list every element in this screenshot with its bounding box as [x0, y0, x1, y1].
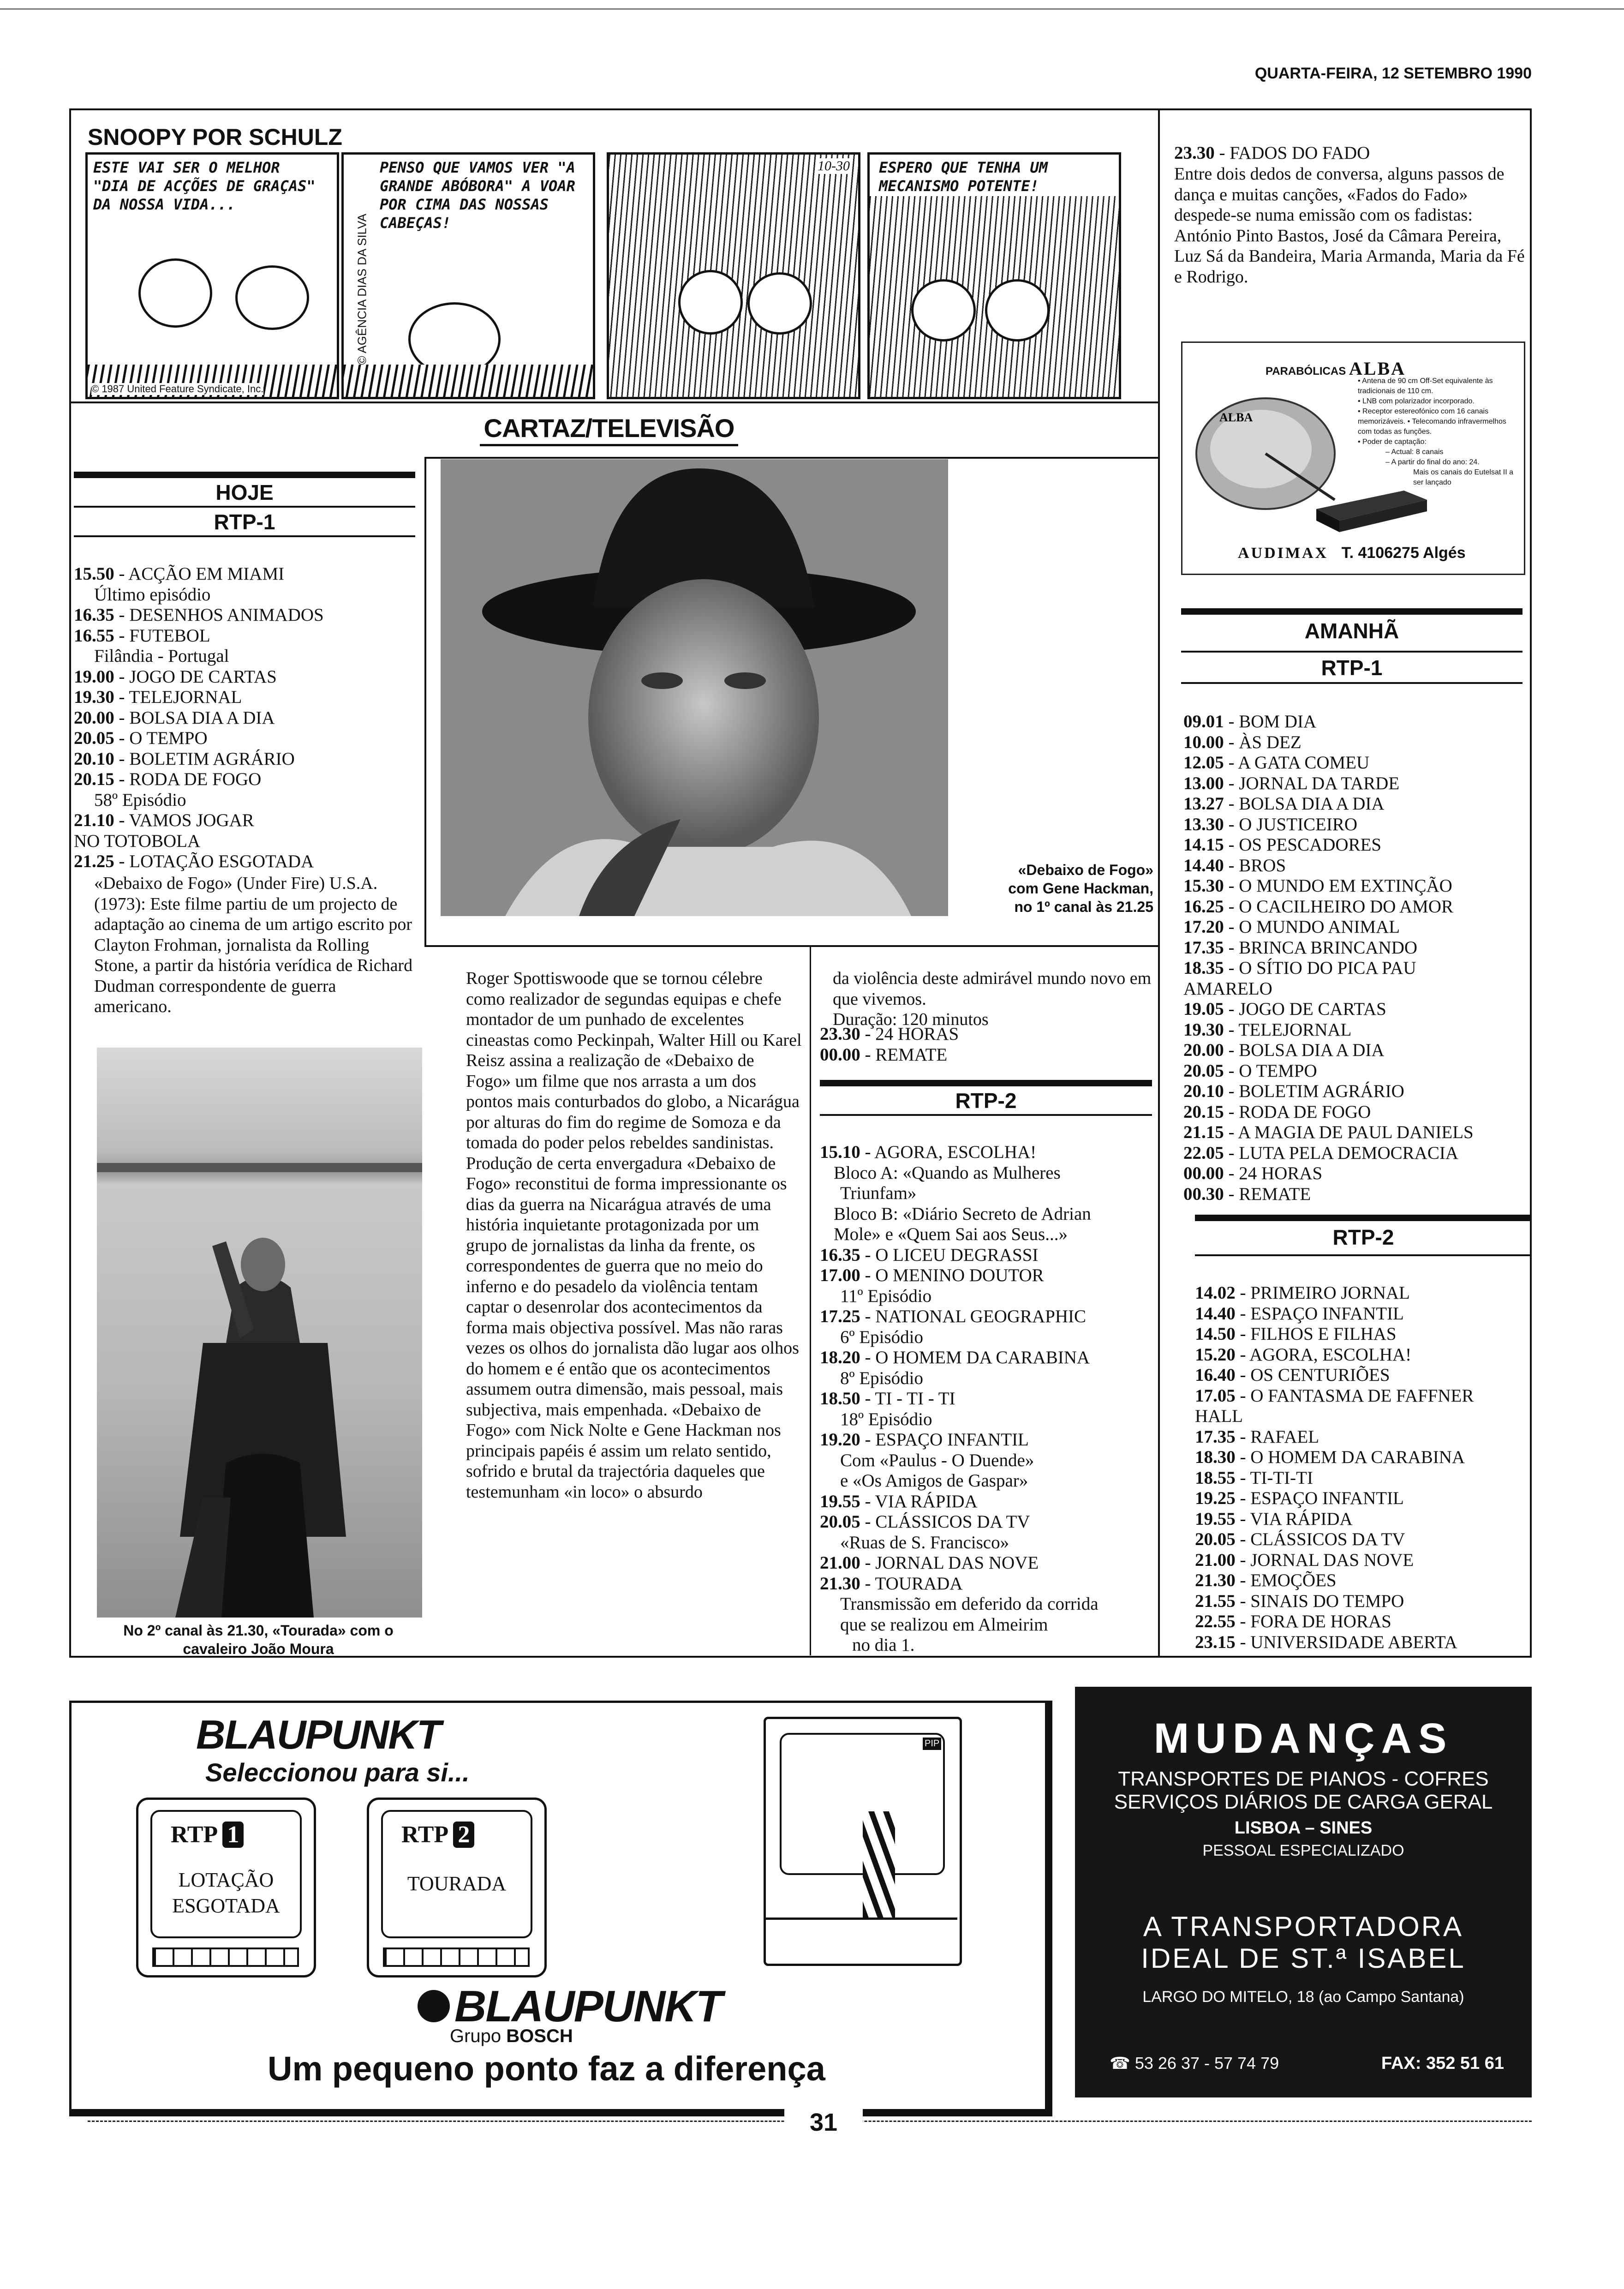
- list-item-detail: no dia 1.: [852, 1635, 915, 1655]
- mudancas-name2: IDEAL DE ST.ª ISABEL: [1141, 1943, 1466, 1974]
- comic-panel-3: [607, 152, 860, 399]
- mudancas-line4: PESSOAL ESPECIALIZADO: [1202, 1842, 1404, 1859]
- comic-linus-head-3: [747, 272, 812, 335]
- list-item: 18.55 - TI-TI-TI: [1195, 1468, 1313, 1488]
- comic-panel-2: [341, 152, 595, 399]
- list-item: 17.25 - NATIONAL GEOGRAPHIC: [820, 1306, 1087, 1326]
- alba-feature: • LNB com polarizador incorporado.: [1358, 397, 1475, 405]
- comic-panel-1: [85, 152, 339, 399]
- alba-feature: • Antena de 90 cm Off-Set equivalente às tradicionais de 110 cm.: [1358, 377, 1493, 395]
- caption-line: «Debaixo de Fogo»: [1018, 862, 1153, 878]
- rtp-logo-number: 1: [222, 1822, 244, 1848]
- list-item-detail: Mole» e «Quem Sai aos Seus...»: [834, 1224, 1068, 1244]
- alba-footer: [1238, 544, 1466, 562]
- rtp-logo-text: RTP: [401, 1822, 448, 1848]
- list-item-detail: Bloco A: «Quando as Mulheres: [834, 1162, 1061, 1183]
- alba-ad: [1181, 342, 1525, 575]
- program-line: LOTAÇÃO: [178, 1869, 274, 1891]
- list-item: 21.00 - JORNAL DAS NOVE: [820, 1553, 1039, 1573]
- page-date: QUARTA-FEIRA, 12 SETEMBRO 1990: [1254, 65, 1532, 82]
- center-rule: [424, 945, 1158, 947]
- mudancas-ad: [1075, 1687, 1532, 2097]
- list-item: 16.55 - FUTEBOL: [74, 625, 210, 646]
- alba-feature: • Poder de captação:: [1358, 438, 1427, 446]
- list-item: 00.30 - REMATE: [1183, 1184, 1311, 1204]
- list-item: 20.05 - O TEMPO: [74, 728, 208, 748]
- list-item-detail: Último episódio: [94, 584, 211, 605]
- list-item: 21.25 - LOTAÇÃO ESGOTADA: [74, 851, 314, 871]
- list-item: 16.40 - OS CENTURIÕES: [1195, 1365, 1390, 1385]
- list-item-detail: 11º Episódio: [840, 1286, 932, 1306]
- tv-pip-label: PIP: [923, 1738, 941, 1750]
- receiver-icon: [1312, 481, 1432, 537]
- list-item: 20.05 - CLÁSSICOS DA TV: [820, 1512, 1030, 1532]
- list-item: 10.00 - ÀS DEZ: [1183, 732, 1302, 752]
- tv-rtp2-screen: [381, 1810, 532, 1938]
- list-item: 22.55 - FORA DE HORAS: [1195, 1612, 1391, 1631]
- frame-top: [69, 108, 1532, 110]
- alba-phone: T. 4106275 Algés: [1341, 544, 1466, 562]
- blaupunkt-dot-icon: [418, 1990, 450, 2022]
- today-rtp2-rule-2: [820, 1114, 1152, 1116]
- alba-features: [1358, 376, 1519, 488]
- section-title-underline: [480, 444, 738, 446]
- tv-rtp1: [136, 1798, 316, 1977]
- today-rule: [74, 472, 415, 478]
- list-item: 18.30 - O HOMEM DA CARABINA: [1195, 1447, 1465, 1467]
- list-item: 16.25 - O CACILHEIRO DO AMOR: [1183, 896, 1454, 917]
- tomorrow-rtp2-heading: RTP-2: [1332, 1225, 1394, 1249]
- joao-moura-caption: [92, 1621, 424, 1658]
- list-item-detail: Transmissão em deferido da corrida: [840, 1594, 1099, 1614]
- list-item-detail: e «Os Amigos de Gaspar»: [840, 1471, 1028, 1491]
- list-item: 19.00 - JOGO DE CARTAS: [74, 666, 277, 687]
- comic-agency: © AGÊNCIA DIAS DA SILVA: [355, 214, 369, 365]
- frame-left: [69, 108, 71, 1657]
- list-item: 21.15 - A MAGIA DE PAUL DANIELS: [1183, 1122, 1474, 1142]
- list-item: 22.05 - LUTA PELA DEMOCRACIA: [1183, 1143, 1458, 1163]
- alba-dish-text: ALBA: [1219, 411, 1253, 424]
- caption-line: No 2º canal às 21.30, «Tourada» com o: [123, 1622, 394, 1639]
- list-item: 23.15 - UNIVERSIDADE ABERTA: [1195, 1632, 1457, 1652]
- tomorrow-rtp2-rule-2: [1195, 1254, 1532, 1256]
- frame-divider-right: [1158, 108, 1160, 1657]
- list-item: 23.30 - FADOS DO FADO: [1174, 143, 1370, 163]
- tv-rtp1-screen: [150, 1810, 302, 1938]
- film-intro: «Debaixo de Fogo» (Under Fire) U.S.A. (1973): Este filme partiu de um projecto de adaptação ao cinema de um artigo escrito por Clayton Frohman, jornalista da Rolling Stone, a partir da história verídica de Richard Dudman correspondente de guerra americano.: [94, 874, 413, 1016]
- list-item: 21.55 - SINAIS DO TEMPO: [1195, 1591, 1404, 1611]
- alba-feature: Mais os canais do Eutelsat II a ser lançado: [1413, 468, 1513, 486]
- list-item: 18.20 - O HOMEM DA CARABINA: [820, 1348, 1090, 1367]
- alba-label-text: PARABÓLICAS: [1266, 365, 1346, 378]
- list-item: 21.00 - JORNAL DAS NOVE: [1195, 1550, 1414, 1570]
- joao-moura-photo: [97, 1048, 422, 1618]
- tv-rtp2-logo: [401, 1821, 474, 1848]
- blaupunkt-tagline: Seleccionou para si...: [205, 1758, 470, 1787]
- list-item: 09.01 - BOM DIA: [1183, 712, 1317, 731]
- blaupunkt-slogan: Um pequeno ponto faz a diferença: [268, 2049, 825, 2088]
- comic-panel-4-speech: ESPERO QUE TENHA UM MECANISMO POTENTE!: [879, 158, 1110, 195]
- mudancas-address: LARGO DO MITELO, 18 (ao Campo Santana): [1142, 1988, 1464, 2006]
- list-item: 15.50 - ACÇÃO EM MIAMI: [74, 564, 285, 584]
- today-rtp1-heading: RTP-1: [214, 510, 275, 534]
- list-item: 17.00 - O MENINO DOUTOR: [820, 1265, 1044, 1285]
- list-item: 20.00 - BOLSA DIA A DIA: [1183, 1040, 1385, 1060]
- fados-description: Entre dois dedos de conversa, alguns passos de dança e muitas canções, «Fados do Fado» despede-se numa emissão com os fadistas: António Pinto Bastos, José da Câmara Pereira, Luz Sá da Bandeira, Maria Armanda, Maria da Fé e Rodrigo.: [1174, 164, 1525, 287]
- list-item-detail: que se realizou em Almeirim: [840, 1614, 1048, 1635]
- film-description-end: da violência deste admirável mundo novo em que vivemos.: [833, 969, 1152, 1009]
- list-item-detail: 8º Episódio: [840, 1368, 924, 1388]
- alba-feature: • Receptor estereofónico com 16 canais memorizáveis. • Telecomando infravermelhos com todas as funções.: [1358, 407, 1506, 436]
- blaupunkt-brand-top: BLAUPUNKT: [196, 1712, 441, 1757]
- list-item: 14.02 - PRIMEIRO JORNAL: [1195, 1283, 1410, 1303]
- tomorrow-rtp2-list: [1195, 1283, 1527, 1653]
- list-item: 18.35 - O SÍTIO DO PICA PAU: [1183, 958, 1416, 978]
- comic-lucy-head-3: [678, 270, 743, 335]
- list-item: 19.25 - ESPAÇO INFANTIL: [1195, 1488, 1404, 1508]
- phone-numbers: 53 26 37 - 57 74 79: [1134, 2054, 1279, 2073]
- list-item: 14.40 - BROS: [1183, 855, 1286, 875]
- list-item-detail: Bloco B: «Diário Secreto de Adrian: [834, 1204, 1091, 1224]
- comic-pumpkin-patch-2: [344, 365, 593, 397]
- list-item: 17.35 - BRINCA BRINCANDO: [1183, 937, 1418, 958]
- list-item: 15.20 - AGORA, ESCOLHA!: [1195, 1344, 1412, 1365]
- comic-linus-head: [235, 265, 309, 330]
- tv-rtp1-program: [152, 1867, 300, 1919]
- rtp-logo-text: RTP: [171, 1822, 217, 1848]
- mudancas-line3: LISBOA – SINES: [1234, 1818, 1373, 1838]
- alba-brand: ALBA: [1349, 358, 1406, 379]
- mudancas-line2: SERVIÇOS DIÁRIOS DE CARGA GERAL: [1114, 1791, 1493, 1813]
- list-item: 17.35 - RAFAEL: [1195, 1426, 1320, 1447]
- list-item: 15.10 - AGORA, ESCOLHA!: [820, 1142, 1037, 1162]
- list-item: 19.30 - TELEJORNAL: [74, 687, 242, 707]
- list-item-detail: Filândia - Portugal: [94, 646, 229, 666]
- rtp-logo-number: 2: [453, 1822, 474, 1848]
- group-label: Grupo: [450, 2026, 502, 2046]
- comic-panel-1-speech: ESTE VAI SER O MELHOR "DIA DE ACÇÕES DE GRAÇAS" DA NOSSA VIDA...: [93, 159, 316, 213]
- tv-large-stand: [764, 1917, 957, 1964]
- list-item: 14.50 - FILHOS E FILHAS: [1195, 1324, 1397, 1344]
- list-item: 19.05 - JOGO DE CARTAS: [1183, 999, 1386, 1019]
- program-line: ESGOTADA: [172, 1894, 280, 1917]
- frame-right: [1530, 108, 1532, 1657]
- alba-feature: – Actual: 8 canais: [1385, 448, 1444, 456]
- blaupunkt-group: [450, 2026, 573, 2047]
- tomorrow-rule: [1181, 608, 1522, 615]
- list-item: 21.30 - TOURADA: [820, 1573, 963, 1594]
- comic-rain: [609, 155, 858, 397]
- hackman-portrait: [441, 459, 948, 916]
- comic-panel-2-speech: PENSO QUE VAMOS VER "A GRANDE ABÓBORA" A VOAR POR CIMA DAS NOSSAS CABEÇAS!: [380, 159, 575, 232]
- list-item: 16.35 - O LICEU DEGRASSI: [820, 1245, 1039, 1265]
- blaupunkt-ad: [69, 1701, 1052, 2116]
- comic-lucy-head-4: [911, 279, 976, 342]
- list-item: 17.20 - O MUNDO ANIMAL: [1183, 917, 1400, 937]
- list-item: 21.10 - VAMOS JOGAR: [74, 810, 254, 830]
- hackman-caption: [950, 861, 1153, 916]
- tomorrow-rtp1-list: [1183, 712, 1525, 1204]
- list-item: 20.10 - BOLETIM AGRÁRIO: [74, 749, 295, 769]
- list-item: 00.00 - REMATE: [820, 1044, 948, 1065]
- today-rule-3: [74, 535, 415, 537]
- today-rule-2: [74, 506, 415, 508]
- top-rule: [0, 8, 1624, 10]
- comic-panel-4: [867, 152, 1121, 399]
- today-heading: HOJE: [215, 480, 274, 504]
- tv-rtp1-controls: [152, 1947, 299, 1967]
- list-item-detail: 18º Episódio: [840, 1409, 932, 1429]
- list-item: 14.40 - ESPAÇO INFANTIL: [1195, 1303, 1404, 1324]
- fados-heading: [1174, 143, 1525, 164]
- comic-lucy-head: [138, 258, 212, 328]
- list-item-detail: 58º Episódio: [94, 790, 186, 810]
- page-number: 31: [784, 2108, 863, 2137]
- list-item-continuation: HALL: [1195, 1406, 1243, 1426]
- today-rtp2-list: [820, 1142, 1157, 1656]
- horseman-figure: [97, 1048, 422, 1618]
- list-item-detail: Triunfam»: [840, 1183, 917, 1203]
- list-item: 19.55 - VIA RÁPIDA: [1195, 1509, 1353, 1529]
- tv-large-stripes: [863, 1811, 895, 1917]
- alba-company: AUDIMAX: [1238, 545, 1329, 562]
- today-rtp2-heading: RTP-2: [955, 1089, 1017, 1113]
- section-title: CARTAZ/TELEVISÃO: [484, 413, 734, 443]
- today-rtp2-rule: [820, 1080, 1152, 1086]
- list-item: 19.20 - ESPAÇO INFANTIL: [820, 1430, 1029, 1450]
- list-item: 14.15 - OS PESCADORES: [1183, 835, 1382, 855]
- mudancas-fax: FAX: 352 51 61: [1381, 2054, 1504, 2073]
- list-item-detail: 6º Episódio: [840, 1327, 924, 1347]
- gene-hackman-photo: [441, 459, 948, 916]
- tomorrow-heading: AMANHÃ: [1304, 619, 1399, 643]
- phone-icon: ☎: [1110, 2054, 1130, 2073]
- list-item: 23.30 - 24 HORAS: [820, 1024, 959, 1044]
- mudancas-title: MUDANÇAS: [1153, 1715, 1453, 1762]
- list-item: 13.30 - O JUSTICEIRO: [1183, 814, 1358, 834]
- list-item: 20.05 - O TEMPO: [1183, 1061, 1317, 1081]
- blaupunkt-brand-bottom: BLAUPUNKT: [454, 1982, 722, 2031]
- today-rtp1-late-list: [820, 1024, 1152, 1065]
- photo-box-top: [424, 457, 1158, 459]
- tv-large-screen: [780, 1733, 945, 1875]
- photo-box-left: [424, 457, 426, 946]
- film-description: Roger Spottiswoode que se tornou célebre como realizador de segundas equipas e chefe montador de um punhado de excelentes cineastas como Peckinpah, Walter Hill ou Karel Reisz assina a realização de «Debaixo de Fogo» um filme que nos arrasta a um dos pontos mais conturbados do globo, a Nicarágua por alturas do fim do regime de Somoza e da tomada do poder pelos rebeldes sandinistas. Produção de certa envergadura «Debaixo de Fogo» reconstitui de forma impressionante os dias da guerra na Nicarágua através de uma história inquietante protagonizada por um grupo de jornalistas da linha da frente, os correspondentes de guerra que no meio do inferno e do pesadelo da violência tentam captar o desenrolar dos acontecimentos da forma mais objectiva possível. Mas não raras vezes os olhos do jornalista dão lugar aos olhos do homem e é então que os acontecimentos assumem outra dimensão, mais pessoal, mais subjectiva, mais empenhada. «Debaixo de Fogo» com Nick Nolte e Gene Hackman nos principais papéis é assim um relato sentido, sofrido e brutal da trajectória daqueles que testemunham «in loco» o absurdo: [466, 969, 802, 1502]
- center-col-divider: [810, 947, 811, 1655]
- tv-rtp2-controls: [383, 1947, 530, 1967]
- mudancas-line1: TRANSPORTES DE PIANOS - COFRES: [1118, 1768, 1489, 1790]
- tomorrow-rule-2: [1181, 651, 1522, 653]
- list-item: 00.00 - 24 HORAS: [1183, 1163, 1323, 1183]
- list-item: 19.55 - VIA RÁPIDA: [820, 1491, 978, 1511]
- list-item: 16.35 - DESENHOS ANIMADOS: [74, 605, 324, 625]
- mudancas-name1: A TRANSPORTADORA: [1143, 1911, 1464, 1942]
- list-item: 13.27 - BOLSA DIA A DIA: [1183, 794, 1385, 814]
- list-item-continuation: NO TOTOBOLA: [74, 831, 201, 851]
- comic-copyright: © 1987 United Feature Syndicate, Inc.: [91, 383, 264, 395]
- comic-title: SNOOPY POR SCHULZ: [88, 124, 342, 150]
- list-item: 18.50 - TI - TI - TI: [820, 1389, 955, 1408]
- list-item: 17.05 - O FANTASMA DE FAFFNER: [1195, 1385, 1474, 1406]
- list-item-continuation: AMARELO: [1183, 978, 1272, 999]
- caption-line: no 1º canal às 21.25: [1014, 899, 1153, 915]
- today-rtp1-list: [74, 564, 415, 872]
- group-name: BOSCH: [506, 2026, 573, 2046]
- list-item: 13.00 - JORNAL DA TARDE: [1183, 773, 1400, 793]
- list-item-detail: Com «Paulus - O Duende»: [840, 1450, 1034, 1470]
- list-item: 19.30 - TELEJORNAL: [1183, 1019, 1352, 1040]
- tomorrow-rtp1-heading: RTP-1: [1321, 656, 1383, 680]
- caption-line: cavaleiro João Moura: [183, 1641, 334, 1657]
- comic-panel-3-date: 10-30: [818, 158, 850, 174]
- list-item-detail: «Ruas de S. Francisco»: [840, 1532, 1009, 1552]
- film-duration: Duração: 120 minutos: [833, 1010, 989, 1029]
- alba-feature: – A partir do final do ano: 24.: [1385, 458, 1480, 466]
- tomorrow-rule-3: [1181, 682, 1522, 684]
- list-item: 15.30 - O MUNDO EM EXTINÇÃO: [1183, 876, 1452, 896]
- list-item: 20.10 - BOLETIM AGRÁRIO: [1183, 1081, 1404, 1101]
- frame-divider-comic: [69, 401, 1159, 403]
- tv-rtp1-logo: [171, 1821, 244, 1848]
- caption-line: com Gene Hackman,: [1008, 880, 1153, 897]
- tomorrow-rtp2-rule: [1195, 1215, 1532, 1221]
- list-item: 20.05 - CLÁSSICOS DA TV: [1195, 1529, 1405, 1549]
- tv-large: [764, 1717, 962, 1966]
- list-item: 20.15 - RODA DE FOGO: [1183, 1102, 1371, 1122]
- list-item: 20.00 - BOLSA DIA A DIA: [74, 707, 275, 728]
- tv-rtp2: [367, 1798, 547, 1977]
- list-item: 12.05 - A GATA COMEU: [1183, 753, 1370, 773]
- comic-linus-head-4: [985, 279, 1050, 342]
- list-item: 21.30 - EMOÇÕES: [1195, 1570, 1337, 1590]
- tv-rtp2-program: TOURADA: [407, 1872, 507, 1895]
- list-item: 20.15 - RODA DE FOGO: [74, 769, 262, 789]
- mudancas-phone: [1110, 2054, 1279, 2073]
